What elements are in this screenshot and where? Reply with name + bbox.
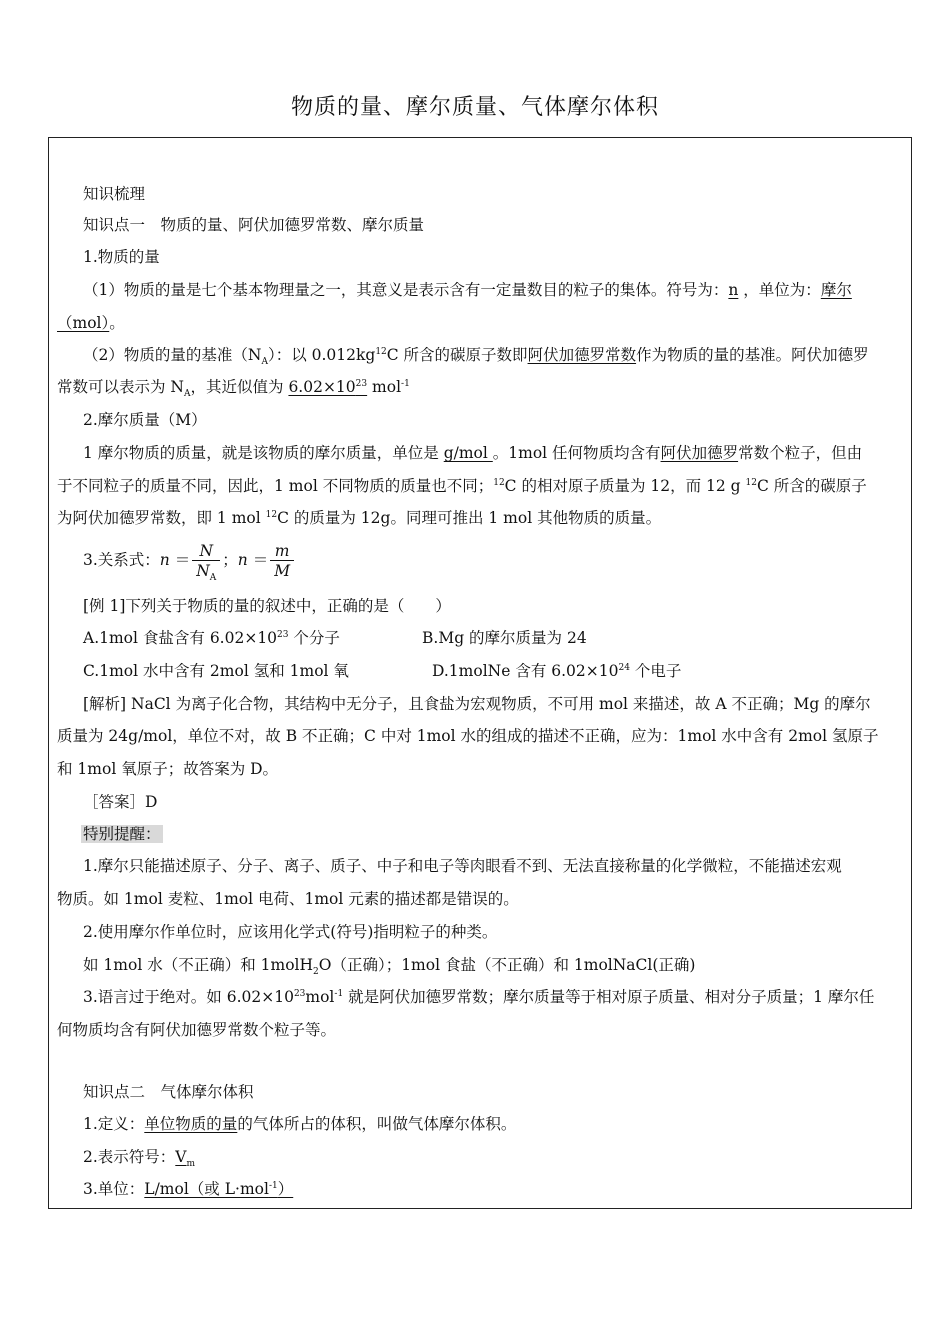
option-d: D.1molNe 含有 $6.02\times 10^{24}$ 个电子	[432, 662, 682, 680]
section-heading: 知识梳理	[83, 185, 146, 203]
unit-mole: 摩尔	[820, 281, 852, 299]
reminder-2: 2.使用摩尔作单位时，应该用化学式(符号)指明粒子的种类。	[83, 923, 498, 941]
analysis-line-2: 质量为 24g/mol，单位不对，故 B 不正确；C 中对 1mol 水的组成的描述不正确，应为：1mol 水中含有 2mol 氢原子	[57, 727, 879, 745]
kp1-heading: 知识点一 物质的量、阿伏加德罗常数、摩尔质量	[83, 216, 425, 234]
kp1-p4: 1 摩尔物质的质量，就是该物质的摩尔质量，单位是 g/mol 。1mol 任何物质均含有阿伏加德罗常数个粒子，但由	[83, 444, 863, 462]
kp2-heading: 知识点二 气体摩尔体积	[83, 1083, 254, 1101]
reminder-3b: 何物质均含有阿伏加德罗常数个粒子等。	[57, 1021, 337, 1039]
kp1-s1-heading: 1.物质的量	[83, 248, 160, 266]
reminder-1a: 1.摩尔只能描述原子、分子、离子、质子、中子和电子等肉眼看不到、无法直接称量的化学微粒，不能描述宏观	[83, 857, 842, 875]
symbol-n: n	[728, 281, 739, 299]
kp1-p1-cont: （mol）。	[57, 314, 125, 332]
page-title: 物质的量、摩尔质量、气体摩尔体积	[290, 95, 659, 120]
reminder-label: 特别提醒：	[83, 825, 161, 843]
example-question: [例 1]下列关于物质的量的叙述中，正确的是（ ）	[83, 597, 451, 615]
fraction-n-over-na: $\frac{N}{N_A}$	[192, 542, 220, 581]
kp1-p6: 为阿伏加德罗常数，即 1 mol $^{12}$C 的质量为 12g。同理可推出 1 mol 其他物质的质量。	[57, 509, 662, 527]
kp2-definition: 1.定义：单位物质的量的气体所占的体积，叫做气体摩尔体积。	[83, 1115, 517, 1133]
formula-line: 3.关系式：n ＝ $\frac{N}{N_A}$ ；n ＝ $\frac{m}{M}$	[83, 540, 296, 581]
kp2-unit: 3.单位：L/mol（或 L·mol$^{-1}$）	[83, 1180, 294, 1198]
option-b: B.Mg 的摩尔质量为 24	[422, 629, 587, 647]
kp1-p5: 于不同粒子的质量不同，因此，1 mol 不同物质的质量也不同；$^{12}$C 的相对原子质量为 12，而 12 g $^{12}$C 所含的碳原子	[57, 477, 867, 495]
analysis-line-1: [解析] NaCl 为离子化合物，其结构中无分子，且食盐为宏观物质，不可用 mol 来描述，故 A 不正确；Mg 的摩尔	[83, 695, 871, 713]
analysis-line-3: 和 1mol 氧原子；故答案为 D。	[57, 760, 279, 778]
kp1-p2: （2）物质的量的基准$(N_A)$：以 $0.012kg^{12}C$ 所含的碳原子数即阿伏加德罗常数作为物质的量的基准。阿伏加德罗	[83, 346, 869, 368]
unit-mol: （mol）	[57, 314, 110, 332]
unit-g-per-mol: g/mol	[443, 444, 493, 462]
kp2-symbol: 2.表示符号：$V_m$	[83, 1148, 196, 1170]
kp1-p1: （1）物质的量是七个基本物理量之一，其意义是表示含有一定量数目的粒子的集体。符号为：n ，单位为：摩尔	[83, 281, 852, 299]
reminder-1b: 物质。如 1mol 麦粒、1mol 电荷、1mol 元素的描述都是错误的。	[57, 890, 519, 908]
option-c: C.1mol 水中含有 2mol 氢和 1mol 氧	[83, 662, 349, 680]
reminder-3a: 3.语言过于绝对。如 $6.02\times 10^{23}mol^{-1}$ 就是阿伏加德罗常数；摩尔质量等于相对原子质量、相对分子质量；1 摩尔任	[83, 988, 875, 1006]
kp1-p3: 常数可以表示为 $N_A$，其近似值为 $6.02\times 10^{23}$ mol$^{-1}$	[57, 378, 410, 400]
option-a: A.1mol 食盐含有 $6.02\times 10^{23}$ 个分子	[83, 629, 340, 647]
avogadro-constant-term: 阿伏加德罗常数	[527, 346, 637, 364]
reminder-2-example: 如 1mol 水（不正确）和 1molH$_2$O（正确）；1mol 食盐（不正确）和 1molNaCl(正确)	[83, 956, 696, 978]
kp1-s2-heading: 2.摩尔质量（M）	[83, 411, 207, 429]
fraction-m-over-M: $\frac{m}{M}$	[270, 542, 294, 581]
answer: ［答案］D	[83, 793, 158, 811]
